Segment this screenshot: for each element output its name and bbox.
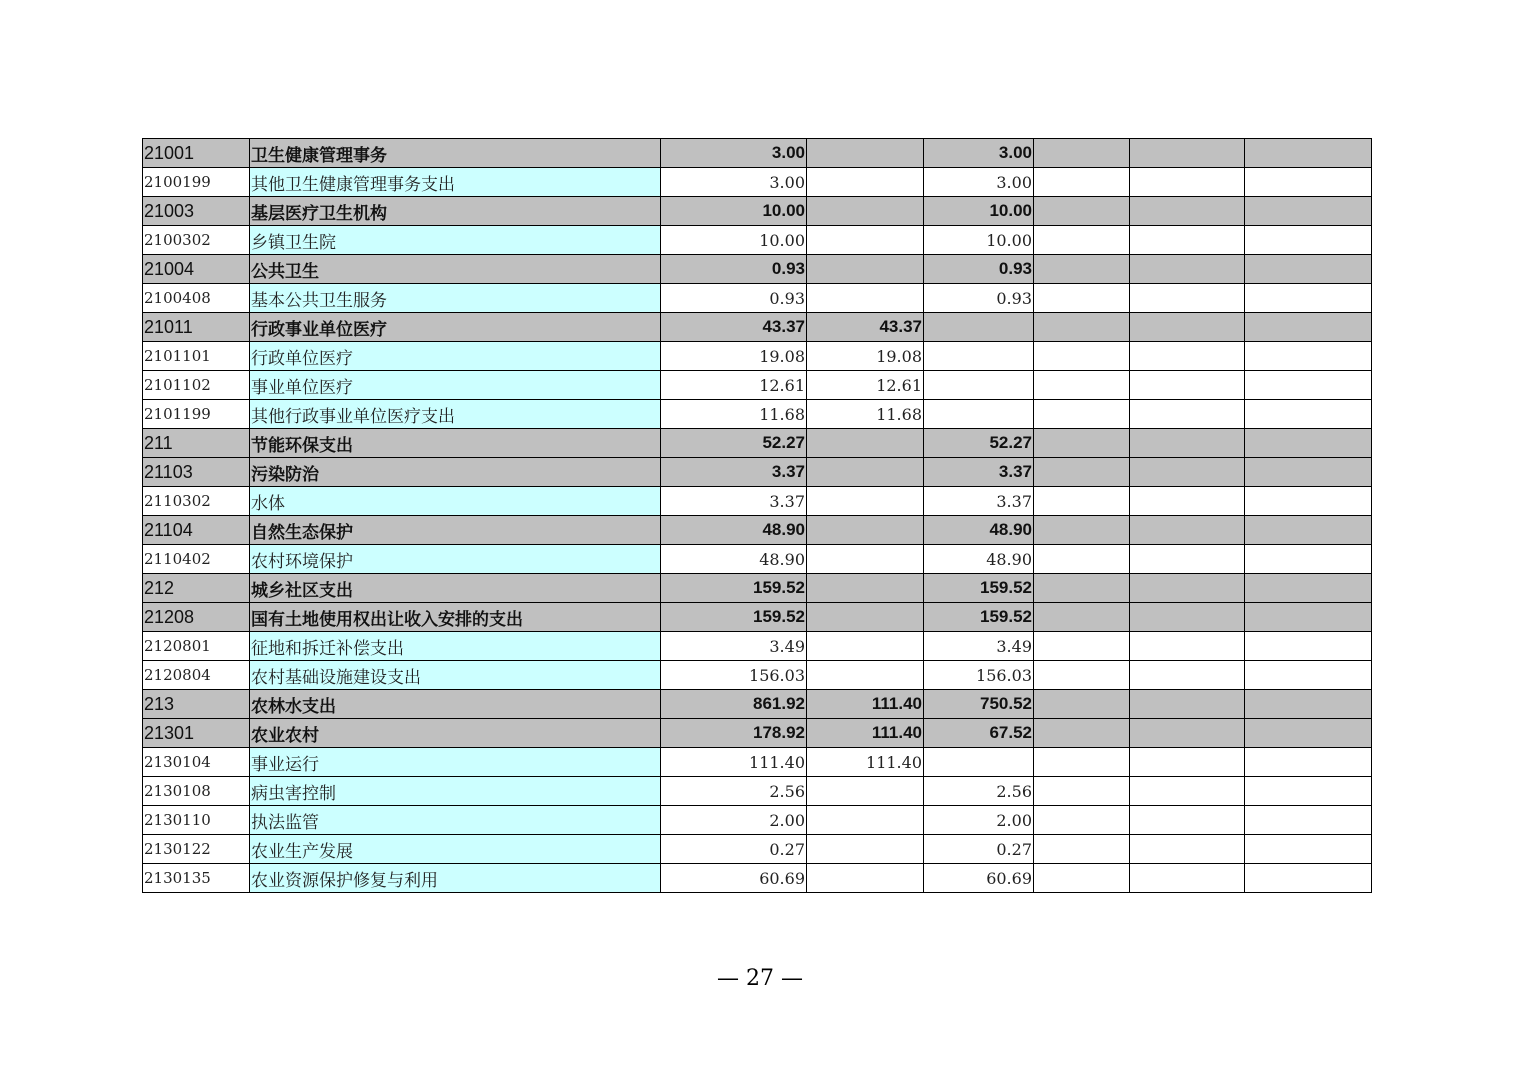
basic-expenditure-cell [807, 806, 924, 835]
category-row [143, 197, 1372, 226]
empty-cell [1245, 400, 1372, 429]
empty-cell [1245, 516, 1372, 545]
basic-expenditure-cell [807, 661, 924, 690]
project-expenditure-cell: 159.52 [924, 574, 1034, 603]
total-amount-cell: 19.08 [661, 342, 807, 371]
table-row [143, 777, 1372, 806]
total-amount-cell: 178.92 [661, 719, 807, 748]
total-amount-cell: 0.93 [661, 284, 807, 313]
subject-name-cell: 水体 [250, 487, 661, 516]
empty-cell [1245, 632, 1372, 661]
empty-cell [1245, 284, 1372, 313]
empty-cell [1034, 661, 1130, 690]
category-row [143, 516, 1372, 545]
subject-name-cell: 污染防治 [250, 458, 661, 487]
empty-cell [1034, 342, 1130, 371]
subject-code-cell: 2130108 [143, 777, 250, 806]
empty-cell [1245, 835, 1372, 864]
basic-expenditure-cell: 11.68 [807, 400, 924, 429]
project-expenditure-cell: 10.00 [924, 226, 1034, 255]
subject-name-cell: 城乡社区支出 [250, 574, 661, 603]
total-amount-cell: 11.68 [661, 400, 807, 429]
empty-cell [1245, 603, 1372, 632]
project-expenditure-cell: 3.00 [924, 139, 1034, 168]
project-expenditure-cell: 3.37 [924, 458, 1034, 487]
total-amount-cell: 159.52 [661, 574, 807, 603]
empty-cell [1245, 487, 1372, 516]
total-amount-cell: 2.56 [661, 777, 807, 806]
total-amount-cell: 2.00 [661, 806, 807, 835]
table-row [143, 342, 1372, 371]
subject-name-cell: 行政单位医疗 [250, 342, 661, 371]
total-amount-cell: 159.52 [661, 603, 807, 632]
total-amount-cell: 43.37 [661, 313, 807, 342]
empty-cell [1245, 574, 1372, 603]
empty-cell [1034, 429, 1130, 458]
project-expenditure-cell: 750.52 [924, 690, 1034, 719]
empty-cell [1245, 226, 1372, 255]
empty-cell [1034, 400, 1130, 429]
empty-cell [1245, 429, 1372, 458]
empty-cell [1034, 603, 1130, 632]
empty-cell [1130, 661, 1245, 690]
table-row [143, 371, 1372, 400]
subject-name-cell: 基本公共卫生服务 [250, 284, 661, 313]
project-expenditure-cell: 156.03 [924, 661, 1034, 690]
total-amount-cell: 12.61 [661, 371, 807, 400]
table-row [143, 661, 1372, 690]
basic-expenditure-cell [807, 864, 924, 893]
empty-cell [1245, 777, 1372, 806]
empty-cell [1034, 168, 1130, 197]
category-row [143, 139, 1372, 168]
empty-cell [1130, 139, 1245, 168]
empty-cell [1245, 255, 1372, 284]
table-row [143, 226, 1372, 255]
empty-cell [1130, 806, 1245, 835]
subject-name-cell: 事业单位医疗 [250, 371, 661, 400]
subject-code-cell: 2101102 [143, 371, 250, 400]
subject-name-cell: 基层医疗卫生机构 [250, 197, 661, 226]
empty-cell [1245, 168, 1372, 197]
category-row [143, 429, 1372, 458]
empty-cell [1034, 574, 1130, 603]
table-row [143, 284, 1372, 313]
subject-name-cell: 乡镇卫生院 [250, 226, 661, 255]
basic-expenditure-cell [807, 168, 924, 197]
project-expenditure-cell: 2.56 [924, 777, 1034, 806]
empty-cell [1034, 487, 1130, 516]
table-row [143, 835, 1372, 864]
empty-cell [1034, 226, 1130, 255]
subject-name-cell: 节能环保支出 [250, 429, 661, 458]
subject-name-cell: 病虫害控制 [250, 777, 661, 806]
table-row [143, 806, 1372, 835]
total-amount-cell: 861.92 [661, 690, 807, 719]
total-amount-cell: 3.37 [661, 487, 807, 516]
category-row [143, 690, 1372, 719]
basic-expenditure-cell: 111.40 [807, 719, 924, 748]
basic-expenditure-cell [807, 429, 924, 458]
project-expenditure-cell: 48.90 [924, 545, 1034, 574]
empty-cell [1034, 516, 1130, 545]
empty-cell [1034, 777, 1130, 806]
empty-cell [1130, 313, 1245, 342]
total-amount-cell: 3.37 [661, 458, 807, 487]
total-amount-cell: 3.00 [661, 139, 807, 168]
subject-code-cell: 2120801 [143, 632, 250, 661]
total-amount-cell: 48.90 [661, 516, 807, 545]
empty-cell [1130, 255, 1245, 284]
total-amount-cell: 10.00 [661, 226, 807, 255]
subject-name-cell: 其他行政事业单位医疗支出 [250, 400, 661, 429]
category-row [143, 574, 1372, 603]
empty-cell [1034, 255, 1130, 284]
table-row [143, 632, 1372, 661]
project-expenditure-cell: 3.37 [924, 487, 1034, 516]
total-amount-cell: 48.90 [661, 545, 807, 574]
project-expenditure-cell: 10.00 [924, 197, 1034, 226]
subject-name-cell: 农村基础设施建设支出 [250, 661, 661, 690]
subject-name-cell: 农业农村 [250, 719, 661, 748]
basic-expenditure-cell: 43.37 [807, 313, 924, 342]
basic-expenditure-cell [807, 255, 924, 284]
empty-cell [1245, 748, 1372, 777]
empty-cell [1130, 371, 1245, 400]
total-amount-cell: 3.00 [661, 168, 807, 197]
empty-cell [1130, 632, 1245, 661]
empty-cell [1130, 748, 1245, 777]
basic-expenditure-cell [807, 545, 924, 574]
empty-cell [1130, 574, 1245, 603]
empty-cell [1034, 835, 1130, 864]
empty-cell [1034, 139, 1130, 168]
subject-code-cell: 2130104 [143, 748, 250, 777]
project-expenditure-cell: 3.00 [924, 168, 1034, 197]
empty-cell [1034, 545, 1130, 574]
total-amount-cell: 60.69 [661, 864, 807, 893]
subject-name-cell: 自然生态保护 [250, 516, 661, 545]
category-row [143, 458, 1372, 487]
table-row [143, 864, 1372, 893]
project-expenditure-cell [924, 400, 1034, 429]
empty-cell [1130, 777, 1245, 806]
total-amount-cell: 0.93 [661, 255, 807, 284]
project-expenditure-cell: 2.00 [924, 806, 1034, 835]
empty-cell [1130, 545, 1245, 574]
empty-cell [1034, 632, 1130, 661]
table-row [143, 168, 1372, 197]
empty-cell [1245, 458, 1372, 487]
subject-name-cell: 农业资源保护修复与利用 [250, 864, 661, 893]
project-expenditure-cell: 0.93 [924, 284, 1034, 313]
empty-cell [1245, 371, 1372, 400]
subject-name-cell: 其他卫生健康管理事务支出 [250, 168, 661, 197]
basic-expenditure-cell: 19.08 [807, 342, 924, 371]
empty-cell [1245, 690, 1372, 719]
project-expenditure-cell [924, 371, 1034, 400]
subject-code-cell: 2101199 [143, 400, 250, 429]
empty-cell [1130, 458, 1245, 487]
project-expenditure-cell [924, 313, 1034, 342]
subject-code-cell: 2130122 [143, 835, 250, 864]
basic-expenditure-cell [807, 226, 924, 255]
subject-code-cell: 2100408 [143, 284, 250, 313]
empty-cell [1245, 139, 1372, 168]
empty-cell [1245, 545, 1372, 574]
subject-name-cell: 公共卫生 [250, 255, 661, 284]
empty-cell [1034, 806, 1130, 835]
basic-expenditure-cell: 111.40 [807, 690, 924, 719]
subject-code-cell: 21004 [143, 255, 250, 284]
empty-cell [1034, 690, 1130, 719]
subject-code-cell: 2110302 [143, 487, 250, 516]
empty-cell [1245, 342, 1372, 371]
empty-cell [1034, 864, 1130, 893]
empty-cell [1245, 806, 1372, 835]
table-row [143, 400, 1372, 429]
subject-code-cell: 21103 [143, 458, 250, 487]
empty-cell [1130, 487, 1245, 516]
table-row [143, 748, 1372, 777]
basic-expenditure-cell [807, 516, 924, 545]
subject-name-cell: 行政事业单位医疗 [250, 313, 661, 342]
subject-name-cell: 征地和拆迁补偿支出 [250, 632, 661, 661]
total-amount-cell: 10.00 [661, 197, 807, 226]
empty-cell [1130, 835, 1245, 864]
basic-expenditure-cell [807, 632, 924, 661]
empty-cell [1034, 284, 1130, 313]
empty-cell [1245, 197, 1372, 226]
subject-code-cell: 211 [143, 429, 250, 458]
project-expenditure-cell: 3.49 [924, 632, 1034, 661]
subject-code-cell: 2100199 [143, 168, 250, 197]
subject-code-cell: 21003 [143, 197, 250, 226]
total-amount-cell: 0.27 [661, 835, 807, 864]
basic-expenditure-cell [807, 835, 924, 864]
subject-name-cell: 农业生产发展 [250, 835, 661, 864]
basic-expenditure-cell [807, 487, 924, 516]
subject-code-cell: 2100302 [143, 226, 250, 255]
basic-expenditure-cell [807, 197, 924, 226]
table-body [143, 139, 1372, 893]
subject-code-cell: 213 [143, 690, 250, 719]
basic-expenditure-cell [807, 603, 924, 632]
subject-code-cell: 2130135 [143, 864, 250, 893]
table-row [143, 487, 1372, 516]
empty-cell [1034, 313, 1130, 342]
empty-cell [1034, 748, 1130, 777]
empty-cell [1245, 719, 1372, 748]
category-row [143, 719, 1372, 748]
subject-code-cell: 21104 [143, 516, 250, 545]
subject-name-cell: 事业运行 [250, 748, 661, 777]
empty-cell [1034, 458, 1130, 487]
project-expenditure-cell: 67.52 [924, 719, 1034, 748]
empty-cell [1130, 603, 1245, 632]
project-expenditure-cell: 159.52 [924, 603, 1034, 632]
empty-cell [1130, 516, 1245, 545]
subject-code-cell: 212 [143, 574, 250, 603]
basic-expenditure-cell: 111.40 [807, 748, 924, 777]
empty-cell [1130, 400, 1245, 429]
subject-name-cell: 农林水支出 [250, 690, 661, 719]
empty-cell [1245, 864, 1372, 893]
empty-cell [1130, 690, 1245, 719]
project-expenditure-cell: 60.69 [924, 864, 1034, 893]
subject-code-cell: 2120804 [143, 661, 250, 690]
subject-code-cell: 21301 [143, 719, 250, 748]
total-amount-cell: 52.27 [661, 429, 807, 458]
table-row [143, 545, 1372, 574]
total-amount-cell: 111.40 [661, 748, 807, 777]
subject-code-cell: 21208 [143, 603, 250, 632]
empty-cell [1130, 429, 1245, 458]
basic-expenditure-cell [807, 139, 924, 168]
project-expenditure-cell [924, 748, 1034, 777]
category-row [143, 313, 1372, 342]
empty-cell [1245, 313, 1372, 342]
subject-code-cell: 2130110 [143, 806, 250, 835]
empty-cell [1130, 342, 1245, 371]
empty-cell [1034, 719, 1130, 748]
project-expenditure-cell: 48.90 [924, 516, 1034, 545]
total-amount-cell: 3.49 [661, 632, 807, 661]
subject-name-cell: 农村环境保护 [250, 545, 661, 574]
empty-cell [1245, 661, 1372, 690]
empty-cell [1130, 864, 1245, 893]
empty-cell [1130, 719, 1245, 748]
budget-expenditure-table [142, 138, 1372, 893]
category-row [143, 603, 1372, 632]
subject-code-cell: 2101101 [143, 342, 250, 371]
subject-name-cell: 国有土地使用权出让收入安排的支出 [250, 603, 661, 632]
basic-expenditure-cell [807, 284, 924, 313]
subject-code-cell: 21001 [143, 139, 250, 168]
basic-expenditure-cell [807, 777, 924, 806]
basic-expenditure-cell: 12.61 [807, 371, 924, 400]
category-row [143, 255, 1372, 284]
page-number: — 27 — [717, 966, 803, 991]
subject-name-cell: 执法监管 [250, 806, 661, 835]
total-amount-cell: 156.03 [661, 661, 807, 690]
project-expenditure-cell: 0.27 [924, 835, 1034, 864]
project-expenditure-cell: 0.93 [924, 255, 1034, 284]
empty-cell [1130, 226, 1245, 255]
empty-cell [1034, 371, 1130, 400]
empty-cell [1034, 197, 1130, 226]
empty-cell [1130, 284, 1245, 313]
empty-cell [1130, 168, 1245, 197]
subject-name-cell: 卫生健康管理事务 [250, 139, 661, 168]
project-expenditure-cell [924, 342, 1034, 371]
basic-expenditure-cell [807, 574, 924, 603]
empty-cell [1130, 197, 1245, 226]
project-expenditure-cell: 52.27 [924, 429, 1034, 458]
subject-code-cell: 2110402 [143, 545, 250, 574]
subject-code-cell: 21011 [143, 313, 250, 342]
basic-expenditure-cell [807, 458, 924, 487]
